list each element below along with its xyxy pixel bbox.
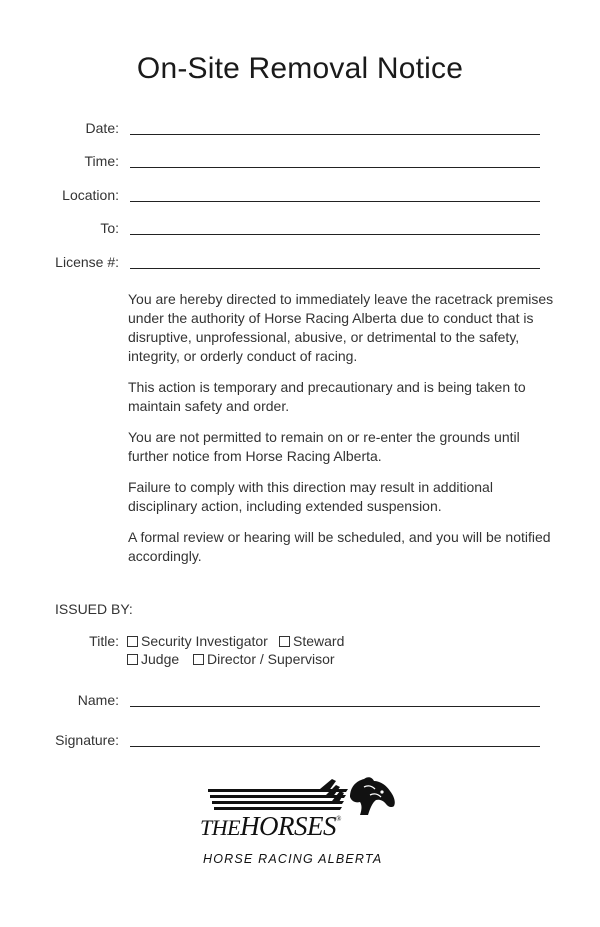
option-steward[interactable] (279, 633, 344, 649)
logo-subtitle: HORSE RACING ALBERTA (203, 852, 383, 866)
issued-by-heading: ISSUED BY: (55, 601, 133, 617)
option-security-investigator[interactable] (127, 633, 268, 649)
name-row (0, 692, 600, 712)
title-label: Title: (89, 633, 119, 649)
license-row (0, 254, 600, 274)
time-label: Time: (84, 153, 119, 169)
name-field[interactable] (130, 706, 540, 707)
paragraph-no-reentry: You are not permitted to remain on or re-enter the grounds until further notice from Horse Racing Alberta. (128, 429, 520, 464)
option-label: Director / Supervisor (207, 651, 335, 667)
horse-racing-alberta-logo (200, 775, 410, 875)
paragraph-temporary: This action is temporary and precautionary and is being taken to maintain safety and order. (128, 379, 526, 414)
paragraph-failure: Failure to comply with this direction may result in additional disciplinary action, including extended suspension. (128, 479, 493, 514)
paragraph-directive: You are hereby directed to immediately leave the racetrack premises under the authority of Horse Racing Alberta due to conduct that is disruptive, unprofessional, abusive, or detrimental to the safety, integrity, or orderly conduct of racing. (128, 291, 554, 364)
time-row (0, 153, 600, 173)
logo-the: THE (200, 815, 241, 840)
location-row (0, 187, 600, 207)
license-label: License #: (55, 254, 119, 270)
date-field[interactable] (130, 134, 540, 135)
location-label: Location: (62, 187, 119, 203)
option-label: Security Investigator (141, 633, 268, 649)
checkbox[interactable] (127, 636, 138, 647)
paragraph-review: A formal review or hearing will be scheduled, and you will be notified accordingly. (128, 529, 551, 564)
option-label: Steward (293, 633, 345, 649)
signature-label: Signature: (55, 732, 119, 748)
signature-row (0, 732, 600, 752)
checkbox[interactable] (127, 654, 138, 665)
option-judge[interactable] (127, 651, 179, 667)
time-field[interactable] (130, 167, 540, 168)
signature-field[interactable] (130, 746, 540, 747)
license-field[interactable] (130, 268, 540, 269)
option-label: Judge (141, 651, 180, 667)
checkbox[interactable] (279, 636, 290, 647)
logo-wordmark (200, 811, 341, 842)
checkbox[interactable] (193, 654, 204, 665)
location-field[interactable] (130, 201, 540, 202)
logo-horses: HORSES (240, 811, 337, 841)
to-label: To: (100, 220, 119, 236)
to-field[interactable] (130, 234, 540, 235)
to-row (0, 220, 600, 240)
date-label: Date: (85, 120, 119, 136)
logo-trademark: ® (336, 815, 341, 823)
page-title: On-Site Removal Notice (136, 52, 464, 85)
option-director-supervisor[interactable] (193, 651, 335, 667)
notice-body (128, 290, 558, 578)
name-label: Name: (77, 692, 119, 708)
date-row (0, 120, 600, 140)
